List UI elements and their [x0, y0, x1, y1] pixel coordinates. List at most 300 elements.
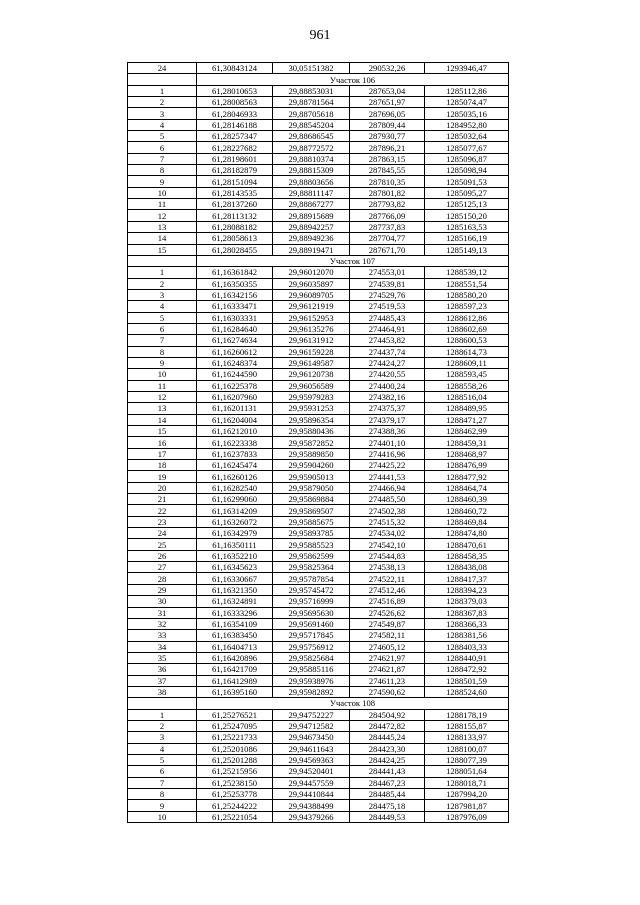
table-row [128, 720, 509, 731]
x-coordinate-cell: 287793,82 [350, 199, 425, 210]
x-coordinate-cell: 274553,01 [350, 267, 425, 278]
longitude-cell: 29,96149587 [273, 357, 350, 368]
latitude-cell: 61,16395160 [197, 686, 273, 697]
table-row [128, 743, 509, 754]
x-coordinate-cell: 274420,55 [350, 369, 425, 380]
y-coordinate-cell: 1288580,20 [425, 289, 509, 300]
latitude-cell: 61,28010653 [197, 85, 273, 96]
y-coordinate-cell: 1287994,20 [425, 789, 509, 800]
latitude-cell: 61,25201086 [197, 743, 273, 754]
x-coordinate-cell: 290532,26 [350, 63, 425, 74]
table-row [128, 573, 509, 584]
table-row [128, 516, 509, 527]
longitude-cell: 29,95716999 [273, 596, 350, 607]
latitude-cell: 61,25215956 [197, 766, 273, 777]
table-row [128, 811, 509, 822]
point-number-cell: 38 [128, 686, 197, 697]
latitude-cell: 61,28198601 [197, 153, 273, 164]
table-row [128, 448, 509, 459]
latitude-cell: 61,28028455 [197, 244, 273, 255]
table-row [128, 199, 509, 210]
y-coordinate-cell: 1285074,47 [425, 97, 509, 108]
y-coordinate-cell: 1288470,61 [425, 539, 509, 550]
y-coordinate-cell: 1285125,13 [425, 199, 509, 210]
x-coordinate-cell: 274502,38 [350, 505, 425, 516]
latitude-cell: 61,28143535 [197, 187, 273, 198]
latitude-cell: 61,16245474 [197, 460, 273, 471]
point-number-cell: 15 [128, 244, 197, 255]
longitude-cell: 29,88772572 [273, 142, 350, 153]
longitude-cell: 29,88815309 [273, 165, 350, 176]
x-coordinate-cell: 274515,32 [350, 516, 425, 527]
x-coordinate-cell: 274526,62 [350, 607, 425, 618]
table-row [128, 63, 509, 74]
x-coordinate-cell: 274611,23 [350, 675, 425, 686]
point-number-cell: 13 [128, 221, 197, 232]
latitude-cell: 61,16237833 [197, 448, 273, 459]
point-number-cell: 2 [128, 278, 197, 289]
point-number-cell: 30 [128, 596, 197, 607]
x-coordinate-cell: 274453,82 [350, 335, 425, 346]
y-coordinate-cell: 1288602,69 [425, 323, 509, 334]
point-number-cell: 7 [128, 153, 197, 164]
table-row [128, 426, 509, 437]
point-number-cell: 37 [128, 675, 197, 686]
x-coordinate-cell: 274582,11 [350, 630, 425, 641]
table-row [128, 709, 509, 720]
point-number-cell: 9 [128, 800, 197, 811]
longitude-cell: 29,88803656 [273, 176, 350, 187]
latitude-cell: 61,16244590 [197, 369, 273, 380]
longitude-cell: 29,88545204 [273, 119, 350, 130]
y-coordinate-cell: 1288394,23 [425, 584, 509, 595]
x-coordinate-cell: 274538,13 [350, 562, 425, 573]
x-coordinate-cell: 274425,22 [350, 460, 425, 471]
y-coordinate-cell: 1288501,59 [425, 675, 509, 686]
latitude-cell: 61,28113132 [197, 210, 273, 221]
y-coordinate-cell: 1287981,87 [425, 800, 509, 811]
y-coordinate-cell: 1288051,64 [425, 766, 509, 777]
table-row [128, 153, 509, 164]
table-row [128, 789, 509, 800]
longitude-cell: 29,95931253 [273, 403, 350, 414]
longitude-cell: 29,96120738 [273, 369, 350, 380]
longitude-cell: 29,95904260 [273, 460, 350, 471]
x-coordinate-cell: 274437,74 [350, 346, 425, 357]
point-number-cell: 11 [128, 380, 197, 391]
longitude-cell: 29,88811147 [273, 187, 350, 198]
table-row [128, 652, 509, 663]
longitude-cell: 30,05151382 [273, 63, 350, 74]
longitude-cell: 29,88810374 [273, 153, 350, 164]
y-coordinate-cell: 1288460,72 [425, 505, 509, 516]
y-coordinate-cell: 1288489,95 [425, 403, 509, 414]
y-coordinate-cell: 1288460,39 [425, 494, 509, 505]
x-coordinate-cell: 274542,10 [350, 539, 425, 550]
x-coordinate-cell: 274621,87 [350, 664, 425, 675]
latitude-cell: 61,25201288 [197, 754, 273, 765]
longitude-cell: 29,96035897 [273, 278, 350, 289]
point-number-cell: 13 [128, 403, 197, 414]
point-number-cell: 10 [128, 811, 197, 822]
latitude-cell: 61,16303331 [197, 312, 273, 323]
y-coordinate-cell: 1285150,20 [425, 210, 509, 221]
latitude-cell: 61,16284640 [197, 323, 273, 334]
longitude-cell: 29,95825684 [273, 652, 350, 663]
point-number-cell: 4 [128, 301, 197, 312]
point-number-cell: 24 [128, 528, 197, 539]
point-number-cell: 4 [128, 119, 197, 130]
table-row [128, 85, 509, 96]
table-row [128, 369, 509, 380]
point-number-cell: 6 [128, 142, 197, 153]
y-coordinate-cell: 1288381,56 [425, 630, 509, 641]
latitude-cell: 61,16342156 [197, 289, 273, 300]
y-coordinate-cell: 1288471,27 [425, 414, 509, 425]
table-row [128, 630, 509, 641]
latitude-cell: 61,16350111 [197, 539, 273, 550]
y-coordinate-cell: 1288366,33 [425, 618, 509, 629]
y-coordinate-cell: 1288438,08 [425, 562, 509, 573]
y-coordinate-cell: 1288593,45 [425, 369, 509, 380]
y-coordinate-cell: 1288524,60 [425, 686, 509, 697]
longitude-cell: 29,95893785 [273, 528, 350, 539]
x-coordinate-cell: 287671,70 [350, 244, 425, 255]
y-coordinate-cell: 1288468,97 [425, 448, 509, 459]
longitude-cell: 29,94611643 [273, 743, 350, 754]
latitude-cell: 61,16354109 [197, 618, 273, 629]
latitude-cell: 61,16350355 [197, 278, 273, 289]
table-row [128, 119, 509, 130]
y-coordinate-cell: 1288458,35 [425, 550, 509, 561]
section-header-row [128, 698, 509, 709]
point-number-cell: 2 [128, 720, 197, 731]
point-number-cell: 6 [128, 323, 197, 334]
y-coordinate-cell: 1288155,87 [425, 720, 509, 731]
y-coordinate-cell: 1285112,86 [425, 85, 509, 96]
y-coordinate-cell: 1288459,31 [425, 437, 509, 448]
y-coordinate-cell: 1288597,23 [425, 301, 509, 312]
table-row [128, 267, 509, 278]
latitude-cell: 61,16260612 [197, 346, 273, 357]
y-coordinate-cell: 1288367,83 [425, 607, 509, 618]
longitude-cell: 29,88915689 [273, 210, 350, 221]
y-coordinate-cell: 1288178,19 [425, 709, 509, 720]
point-number-cell: 1 [128, 85, 197, 96]
point-number-cell: 29 [128, 584, 197, 595]
table-row [128, 165, 509, 176]
point-number-cell: 1 [128, 267, 197, 278]
latitude-cell: 61,16421709 [197, 664, 273, 675]
longitude-cell: 29,94712582 [273, 720, 350, 731]
x-coordinate-cell: 287696,05 [350, 108, 425, 119]
longitude-cell: 29,95879050 [273, 482, 350, 493]
longitude-cell: 29,88867277 [273, 199, 350, 210]
point-number-cell: 4 [128, 743, 197, 754]
x-coordinate-cell: 274512,46 [350, 584, 425, 595]
table-row [128, 664, 509, 675]
latitude-cell: 61,16248374 [197, 357, 273, 368]
latitude-cell: 61,28088182 [197, 221, 273, 232]
x-coordinate-cell: 274539,81 [350, 278, 425, 289]
table-row [128, 221, 509, 232]
table-row [128, 187, 509, 198]
table-row [128, 562, 509, 573]
latitude-cell: 61,25253778 [197, 789, 273, 800]
y-coordinate-cell: 1288440,91 [425, 652, 509, 663]
point-number-cell: 3 [128, 289, 197, 300]
point-number-cell: 26 [128, 550, 197, 561]
y-coordinate-cell: 1288558,26 [425, 380, 509, 391]
longitude-cell: 29,95745472 [273, 584, 350, 595]
x-coordinate-cell: 274441,53 [350, 471, 425, 482]
y-coordinate-cell: 1285035,16 [425, 108, 509, 119]
x-coordinate-cell: 274400,24 [350, 380, 425, 391]
table-row [128, 437, 509, 448]
table-row [128, 233, 509, 244]
point-number-cell: 19 [128, 471, 197, 482]
longitude-cell: 29,95756912 [273, 641, 350, 652]
y-coordinate-cell: 1285098,94 [425, 165, 509, 176]
y-coordinate-cell: 1288469,84 [425, 516, 509, 527]
point-number-cell: 16 [128, 437, 197, 448]
latitude-cell: 61,28257347 [197, 131, 273, 142]
x-coordinate-cell: 287766,09 [350, 210, 425, 221]
longitude-cell: 29,88853031 [273, 85, 350, 96]
point-number-cell: 7 [128, 335, 197, 346]
point-number-cell: 23 [128, 516, 197, 527]
x-coordinate-cell: 284467,23 [350, 777, 425, 788]
point-number-cell: 17 [128, 448, 197, 459]
latitude-cell: 61,16201131 [197, 403, 273, 414]
table-row [128, 301, 509, 312]
latitude-cell: 61,25221054 [197, 811, 273, 822]
x-coordinate-cell: 274605,12 [350, 641, 425, 652]
longitude-cell: 29,95889850 [273, 448, 350, 459]
latitude-cell: 61,28182879 [197, 165, 273, 176]
y-coordinate-cell: 1288403,33 [425, 641, 509, 652]
point-number-cell: 28 [128, 573, 197, 584]
y-coordinate-cell: 1288077,39 [425, 754, 509, 765]
latitude-cell: 61,16330667 [197, 573, 273, 584]
section-title: Участок 108 [197, 698, 509, 709]
longitude-cell: 29,88919471 [273, 244, 350, 255]
point-number-cell: 14 [128, 414, 197, 425]
longitude-cell: 29,88705618 [273, 108, 350, 119]
x-coordinate-cell: 287651,97 [350, 97, 425, 108]
latitude-cell: 61,28146188 [197, 119, 273, 130]
point-number-cell: 12 [128, 210, 197, 221]
longitude-cell: 29,94520401 [273, 766, 350, 777]
y-coordinate-cell: 1285032,64 [425, 131, 509, 142]
table-row [128, 641, 509, 652]
longitude-cell: 29,94457559 [273, 777, 350, 788]
point-number-cell: 7 [128, 777, 197, 788]
point-number-cell: 3 [128, 108, 197, 119]
point-number-cell: 33 [128, 630, 197, 641]
x-coordinate-cell: 287737,83 [350, 221, 425, 232]
longitude-cell: 29,95869884 [273, 494, 350, 505]
x-coordinate-cell: 284449,53 [350, 811, 425, 822]
y-coordinate-cell: 1288474,80 [425, 528, 509, 539]
point-number-cell: 8 [128, 346, 197, 357]
longitude-cell: 29,95982892 [273, 686, 350, 697]
latitude-cell: 61,25238150 [197, 777, 273, 788]
y-coordinate-cell: 1288100,07 [425, 743, 509, 754]
point-number-cell: 21 [128, 494, 197, 505]
point-number-cell: 8 [128, 789, 197, 800]
table-row [128, 584, 509, 595]
x-coordinate-cell: 284424,25 [350, 754, 425, 765]
x-coordinate-cell: 287704,77 [350, 233, 425, 244]
page-number: 961 [309, 28, 331, 43]
x-coordinate-cell: 274401,10 [350, 437, 425, 448]
latitude-cell: 61,16383450 [197, 630, 273, 641]
point-number-cell: 3 [128, 732, 197, 743]
coordinates-table [127, 62, 509, 823]
y-coordinate-cell: 1288477,92 [425, 471, 509, 482]
point-number-cell: 36 [128, 664, 197, 675]
x-coordinate-cell: 274464,91 [350, 323, 425, 334]
x-coordinate-cell: 284504,92 [350, 709, 425, 720]
table-row [128, 176, 509, 187]
latitude-cell: 61,28008563 [197, 97, 273, 108]
x-coordinate-cell: 287810,35 [350, 176, 425, 187]
longitude-cell: 29,94410844 [273, 789, 350, 800]
point-number-cell: 9 [128, 357, 197, 368]
latitude-cell: 61,16314209 [197, 505, 273, 516]
latitude-cell: 61,16326072 [197, 516, 273, 527]
longitude-cell: 29,96121919 [273, 301, 350, 312]
longitude-cell: 29,95825364 [273, 562, 350, 573]
y-coordinate-cell: 1288516,04 [425, 391, 509, 402]
longitude-cell: 29,96135276 [273, 323, 350, 334]
longitude-cell: 29,94379266 [273, 811, 350, 822]
latitude-cell: 61,16225378 [197, 380, 273, 391]
table-row [128, 210, 509, 221]
longitude-cell: 29,95896354 [273, 414, 350, 425]
point-number-cell: 10 [128, 187, 197, 198]
latitude-cell: 61,16412989 [197, 675, 273, 686]
x-coordinate-cell: 287653,04 [350, 85, 425, 96]
x-coordinate-cell: 274549,87 [350, 618, 425, 629]
longitude-cell: 29,95885675 [273, 516, 350, 527]
point-number-cell: 14 [128, 233, 197, 244]
x-coordinate-cell: 284445,24 [350, 732, 425, 743]
table-row [128, 777, 509, 788]
table-row [128, 460, 509, 471]
longitude-cell: 29,95938976 [273, 675, 350, 686]
latitude-cell: 61,25244222 [197, 800, 273, 811]
longitude-cell: 29,96012070 [273, 267, 350, 278]
latitude-cell: 61,16274634 [197, 335, 273, 346]
x-coordinate-cell: 284441,43 [350, 766, 425, 777]
longitude-cell: 29,96089705 [273, 289, 350, 300]
latitude-cell: 61,16404713 [197, 641, 273, 652]
point-number-cell: 22 [128, 505, 197, 516]
point-number-cell: 8 [128, 165, 197, 176]
y-coordinate-cell: 1288551,54 [425, 278, 509, 289]
x-coordinate-cell: 274529,76 [350, 289, 425, 300]
longitude-cell: 29,95979283 [273, 391, 350, 402]
point-number-cell: 25 [128, 539, 197, 550]
latitude-cell: 61,16352210 [197, 550, 273, 561]
y-coordinate-cell: 1285091,53 [425, 176, 509, 187]
table-row [128, 505, 509, 516]
point-number-cell: 5 [128, 312, 197, 323]
longitude-cell: 29,95717845 [273, 630, 350, 641]
table-row [128, 380, 509, 391]
longitude-cell: 29,88686545 [273, 131, 350, 142]
x-coordinate-cell: 287845,55 [350, 165, 425, 176]
y-coordinate-cell: 1288462,99 [425, 426, 509, 437]
point-number-cell: 15 [128, 426, 197, 437]
point-number-cell: 34 [128, 641, 197, 652]
longitude-cell: 29,95787854 [273, 573, 350, 584]
table-row [128, 346, 509, 357]
x-coordinate-cell: 274382,16 [350, 391, 425, 402]
y-coordinate-cell: 1288464,74 [425, 482, 509, 493]
section-blank-cell [128, 698, 197, 709]
latitude-cell: 61,25276521 [197, 709, 273, 720]
y-coordinate-cell: 1285166,19 [425, 233, 509, 244]
point-number-cell: 1 [128, 709, 197, 720]
point-number-cell: 18 [128, 460, 197, 471]
table-row [128, 391, 509, 402]
table-row [128, 494, 509, 505]
table-row [128, 675, 509, 686]
x-coordinate-cell: 274544,83 [350, 550, 425, 561]
longitude-cell: 29,96131912 [273, 335, 350, 346]
section-title: Участок 107 [197, 255, 509, 266]
x-coordinate-cell: 287809,44 [350, 119, 425, 130]
point-number-cell: 32 [128, 618, 197, 629]
longitude-cell: 29,96152953 [273, 312, 350, 323]
x-coordinate-cell: 274388,36 [350, 426, 425, 437]
longitude-cell: 29,96159228 [273, 346, 350, 357]
table-row [128, 766, 509, 777]
longitude-cell: 29,88949236 [273, 233, 350, 244]
latitude-cell: 61,28137260 [197, 199, 273, 210]
point-number-cell: 6 [128, 766, 197, 777]
x-coordinate-cell: 287801,82 [350, 187, 425, 198]
point-number-cell: 24 [128, 63, 197, 74]
latitude-cell: 61,16361842 [197, 267, 273, 278]
latitude-cell: 61,16212010 [197, 426, 273, 437]
longitude-cell: 29,95691460 [273, 618, 350, 629]
point-number-cell: 27 [128, 562, 197, 573]
table-row [128, 539, 509, 550]
section-blank-cell [128, 255, 197, 266]
latitude-cell: 61,16345623 [197, 562, 273, 573]
x-coordinate-cell: 274485,50 [350, 494, 425, 505]
x-coordinate-cell: 274590,62 [350, 686, 425, 697]
y-coordinate-cell: 1287976,09 [425, 811, 509, 822]
x-coordinate-cell: 284423,30 [350, 743, 425, 754]
point-number-cell: 10 [128, 369, 197, 380]
longitude-cell: 29,94752227 [273, 709, 350, 720]
table-row [128, 289, 509, 300]
point-number-cell: 2 [128, 97, 197, 108]
x-coordinate-cell: 274522,11 [350, 573, 425, 584]
latitude-cell: 61,16207960 [197, 391, 273, 402]
latitude-cell: 61,28227682 [197, 142, 273, 153]
section-title: Участок 106 [197, 74, 509, 85]
y-coordinate-cell: 1285077,67 [425, 142, 509, 153]
table-row [128, 528, 509, 539]
x-coordinate-cell: 274519,53 [350, 301, 425, 312]
latitude-cell: 61,16333471 [197, 301, 273, 312]
